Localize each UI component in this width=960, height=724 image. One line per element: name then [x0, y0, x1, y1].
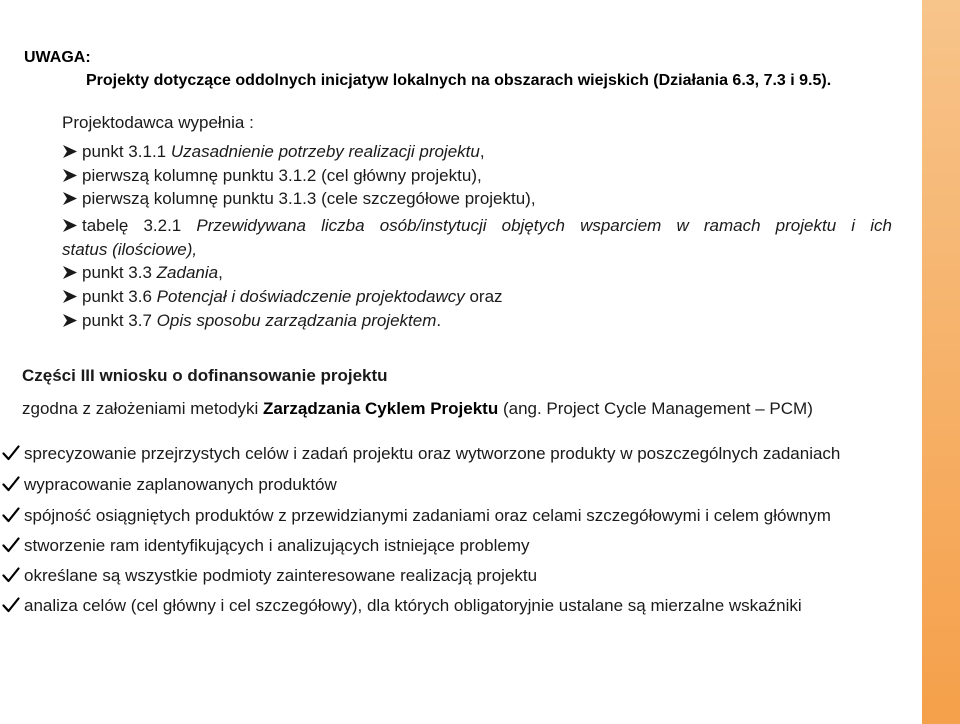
table-word: i — [851, 216, 856, 235]
checkmark-icon — [2, 507, 20, 523]
bullet-suffix: , — [479, 142, 485, 161]
table-word: objętych — [501, 216, 565, 235]
table-word: 3.2.1 — [143, 216, 182, 235]
bullet-prefix: punkt 3.6 — [82, 287, 157, 306]
table-bullet-item — [62, 214, 892, 262]
checkmark-icon — [2, 597, 20, 613]
bullet-prefix: punkt 3.7 — [82, 311, 157, 330]
arrow-bullet-icon — [62, 265, 80, 280]
checklist-item — [2, 445, 840, 462]
arrow-bullet-icon — [62, 191, 80, 206]
table-bullet-line-1 — [62, 214, 892, 238]
notice-text: Projekty dotyczące oddolnych inicjatyw lokalnych na obszarach wiejskich (Działania 6.3, 7.3 i 9.5). — [86, 72, 832, 89]
checkmark-icon — [2, 567, 20, 583]
bullet-item — [62, 167, 482, 184]
arrow-bullet-icon — [62, 144, 80, 159]
arrow-bullet-icon — [62, 289, 80, 304]
bullet-item — [62, 190, 536, 207]
checklist-item — [2, 597, 802, 614]
bullet-prefix: pierwszą kolumnę punktu 3.1.2 (cel główny projektu), — [82, 166, 482, 185]
checklist-text: wypracowanie zaplanowanych produktów — [24, 475, 337, 494]
bullet-italic: Potencjał i doświadczenie projektodawcy — [156, 287, 465, 306]
checkmark-icon — [2, 537, 20, 553]
bullet-suffix: . — [436, 311, 442, 330]
bullet-item — [62, 288, 503, 305]
table-word: w — [676, 216, 689, 235]
pcm-suffix: (ang. Project Cycle Management – PCM) — [498, 399, 813, 418]
checklist-item — [2, 567, 537, 584]
section-title: Części III wniosku o dofinansowanie projektu — [22, 366, 388, 385]
checkmark-icon — [2, 476, 20, 492]
table-word: osób/instytucji — [379, 216, 487, 235]
bullet-prefix: punkt 3.3 — [82, 263, 157, 282]
bullet-prefix: pierwszą kolumnę punktu 3.1.3 (cele szczegółowe projektu), — [82, 189, 536, 208]
table-word: ramach — [703, 216, 761, 235]
bullet-prefix: punkt 3.1.1 — [82, 142, 171, 161]
pcm-description — [22, 400, 813, 417]
arrow-bullet-icon — [62, 313, 80, 328]
table-word: liczba — [321, 216, 365, 235]
bullet-suffix: , — [218, 263, 223, 282]
pcm-bold: Zarządzania Cyklem Projektu — [262, 399, 499, 418]
bullet-word-group — [62, 214, 128, 238]
checklist-item — [2, 537, 530, 554]
decorative-side-bar — [922, 0, 960, 724]
checkmark-icon — [2, 445, 20, 461]
table-bullet-line-2: status (ilościowe), — [62, 240, 198, 259]
bullet-italic: Zadania — [156, 263, 219, 282]
checklist-text: określane są wszystkie podmioty zainteresowane realizacją projektu — [24, 566, 538, 585]
checklist-text: analiza celów (cel główny i cel szczegółowy), dla których obligatoryjnie ustalane są mierzalne wskaźniki — [24, 596, 802, 615]
arrow-bullet-icon — [62, 216, 80, 231]
checklist-item — [2, 476, 337, 493]
table-word: tabelę — [82, 216, 129, 235]
bullet-item — [62, 143, 485, 160]
intro-text: Projektodawca wypełnia : — [62, 113, 254, 132]
checklist-text: stworzenie ram identyfikujących i analizujących istniejące problemy — [24, 536, 530, 555]
table-word: wsparciem — [580, 216, 662, 235]
bullet-item — [62, 264, 223, 281]
bullet-item — [62, 312, 441, 329]
arrow-bullet-icon — [62, 168, 80, 183]
checklist-item — [2, 507, 831, 524]
notice-label: UWAGA: — [24, 49, 91, 66]
checklist-text: sprecyzowanie przejrzystych celów i zadań projektu oraz wytworzone produkty w poszczególnych zadaniach — [24, 444, 841, 463]
bullet-italic: Opis sposobu zarządzania projektem — [156, 311, 437, 330]
pcm-prefix: zgodna z założeniami metodyki — [22, 399, 263, 418]
bullet-italic: Uzasadnienie potrzeby realizacji projektu — [170, 142, 480, 161]
checklist-text: spójność osiągniętych produktów z przewidzianymi zadaniami oraz celami szczegółowymi i celem głównym — [24, 506, 831, 525]
table-word: ich — [870, 216, 892, 235]
table-word: projektu — [775, 216, 837, 235]
table-word: Przewidywana — [196, 216, 306, 235]
bullet-suffix: oraz — [464, 287, 503, 306]
